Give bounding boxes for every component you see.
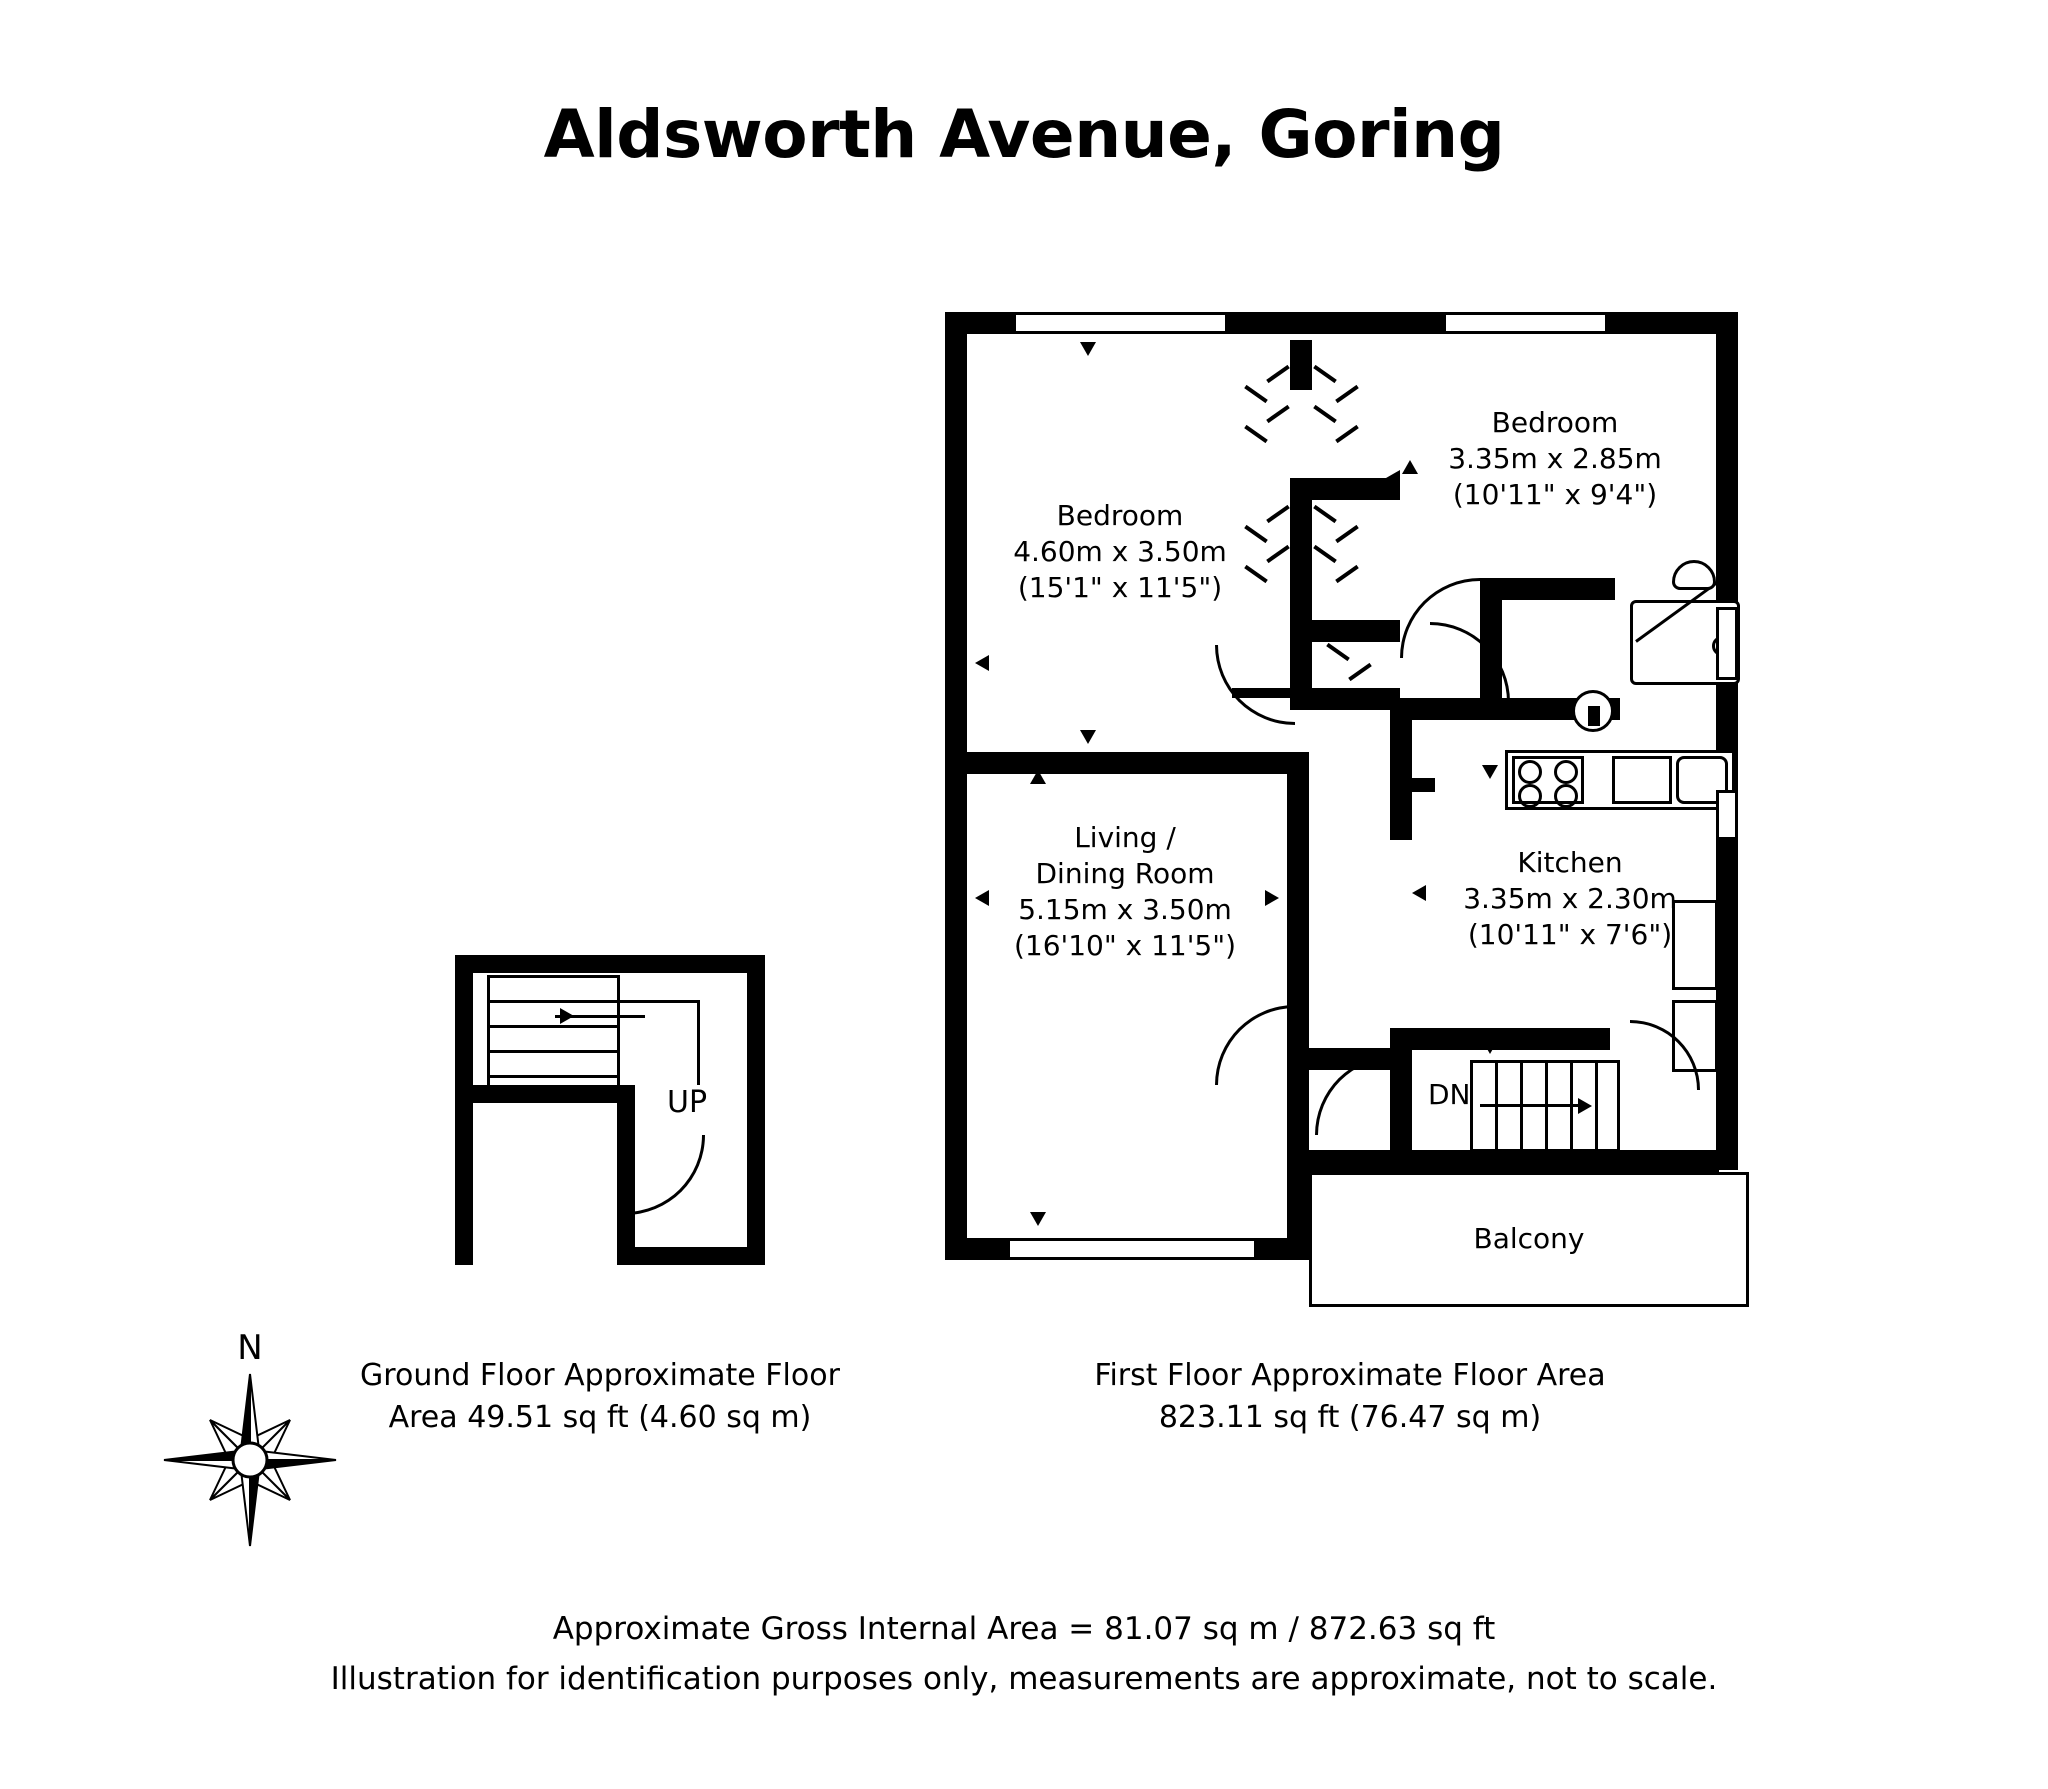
toilet xyxy=(1672,560,1716,590)
room-label-bedroom-1 xyxy=(930,498,1310,606)
wall-bedroom-living-divider xyxy=(945,752,1309,774)
up-label: UP xyxy=(667,1085,708,1120)
wall-first-left xyxy=(945,312,967,1260)
floor-area-sqft: 823.11 sq ft xyxy=(1158,1400,1340,1435)
floor-area-caption: Approximate Floor Area xyxy=(388,1358,840,1435)
hob-burner-4 xyxy=(1554,784,1578,808)
wall-lower-hall-top xyxy=(1390,1028,1610,1050)
floor-name: First Floor xyxy=(1094,1358,1242,1393)
page-title: Aldsworth Avenue, Goring xyxy=(543,96,1505,173)
room-name: Living / xyxy=(1074,821,1176,854)
wall-first-top-left-seg xyxy=(945,312,1013,334)
wall-first-top-mid-seg xyxy=(1228,312,1303,334)
wall-ground-left xyxy=(455,955,473,1265)
wall-ground-right-lower xyxy=(747,1085,765,1265)
room-name: Bedroom xyxy=(1056,499,1184,532)
dim-arrow-kitchen-top xyxy=(1482,765,1498,779)
window-top-left xyxy=(1013,312,1228,334)
balcony-label: Balcony xyxy=(1473,1222,1585,1255)
window-kitchen-right xyxy=(1716,607,1738,680)
room-dim-metric: 3.35m x 2.85m xyxy=(1448,442,1662,475)
dn-label: DN xyxy=(1428,1078,1471,1111)
room-label-bedroom-2 xyxy=(1385,405,1725,513)
dim-arrow-bedroom1-bottom xyxy=(1080,730,1096,744)
window-living-bottom xyxy=(1007,1238,1257,1260)
hob-burner-2 xyxy=(1554,760,1578,784)
wall-wardrobe-block-3 xyxy=(1290,688,1400,710)
dim-arrow-living-top xyxy=(1030,770,1046,784)
first-floor-caption xyxy=(1090,1355,1610,1439)
window-top-right xyxy=(1443,312,1608,334)
wall-ground-mid-horizontal xyxy=(455,1085,635,1103)
wall-top-between-windows xyxy=(1303,312,1443,334)
wall-ground-right-upper xyxy=(747,955,765,1103)
wall-ground-bottom xyxy=(617,1247,765,1265)
disclaimer-note: Illustration for identification purposes only, measurements are approximate, not to scale. xyxy=(330,1661,1718,1697)
room-label-living-dining xyxy=(950,820,1300,964)
window-kitchen-right-2 xyxy=(1716,790,1738,840)
wall-kitchen-divider xyxy=(1390,778,1435,792)
door-swing-bedroom1 xyxy=(1215,645,1295,725)
ground-door-leaf xyxy=(622,1130,632,1214)
dim-arrow-bedroom1-left xyxy=(975,655,989,671)
room-dim-imperial: (10'11" x 7'6") xyxy=(1467,918,1673,951)
kitchen-sink xyxy=(1612,756,1672,804)
compass-rose xyxy=(160,1328,340,1550)
basin-pedestal xyxy=(1588,706,1600,726)
hob-burner-3 xyxy=(1518,784,1542,808)
floor-area-sqm: (4.60 sq m) xyxy=(638,1400,812,1435)
floor-area-sqft: 49.51 sq ft xyxy=(467,1400,629,1435)
door-swing-living xyxy=(1215,1005,1295,1085)
room-dim-imperial: (10'11" x 9'4") xyxy=(1452,478,1658,511)
floor-name: Ground Floor xyxy=(360,1358,555,1393)
room-dim-metric: 4.60m x 3.50m xyxy=(1013,535,1227,568)
room-label-kitchen xyxy=(1420,845,1720,953)
room-dim-metric: 3.35m x 2.30m xyxy=(1463,882,1677,915)
wall-bathroom-top xyxy=(1480,578,1615,600)
room-dim-imperial: (15'1" x 11'5") xyxy=(1017,571,1223,604)
dim-arrow-kitchen-bottom xyxy=(1482,1040,1498,1054)
compass-north-label: N xyxy=(237,1328,263,1368)
room-dim-metric: 5.15m x 3.50m xyxy=(1018,893,1232,926)
wall-ground-top xyxy=(455,955,765,973)
floor-area-caption: Approximate Floor Area xyxy=(1251,1358,1606,1393)
wall-living-bottom-left xyxy=(945,1238,1007,1260)
room-name: Kitchen xyxy=(1517,846,1623,879)
wall-hall-top xyxy=(1290,478,1400,500)
dim-arrow-bedroom1-top xyxy=(1080,342,1096,356)
dim-arrow-living-bottom xyxy=(1030,1212,1046,1226)
wall-lower-hall-bottom xyxy=(1309,1150,1719,1172)
ground-floor-caption xyxy=(340,1355,860,1439)
ground-door-swing xyxy=(625,1135,705,1215)
gross-area-note: Approximate Gross Internal Area = 81.07 sq m / 872.63 sq ft xyxy=(552,1611,1496,1647)
wall-bedroom-divider xyxy=(1290,340,1312,390)
room-name: Bedroom xyxy=(1491,406,1619,439)
room-name-line2: Dining Room xyxy=(1035,857,1215,890)
hob-burner-1 xyxy=(1518,760,1542,784)
floor-area-sqm: (76.47 sq m) xyxy=(1348,1400,1542,1435)
room-dim-imperial: (16'10" x 11'5") xyxy=(1013,929,1237,962)
